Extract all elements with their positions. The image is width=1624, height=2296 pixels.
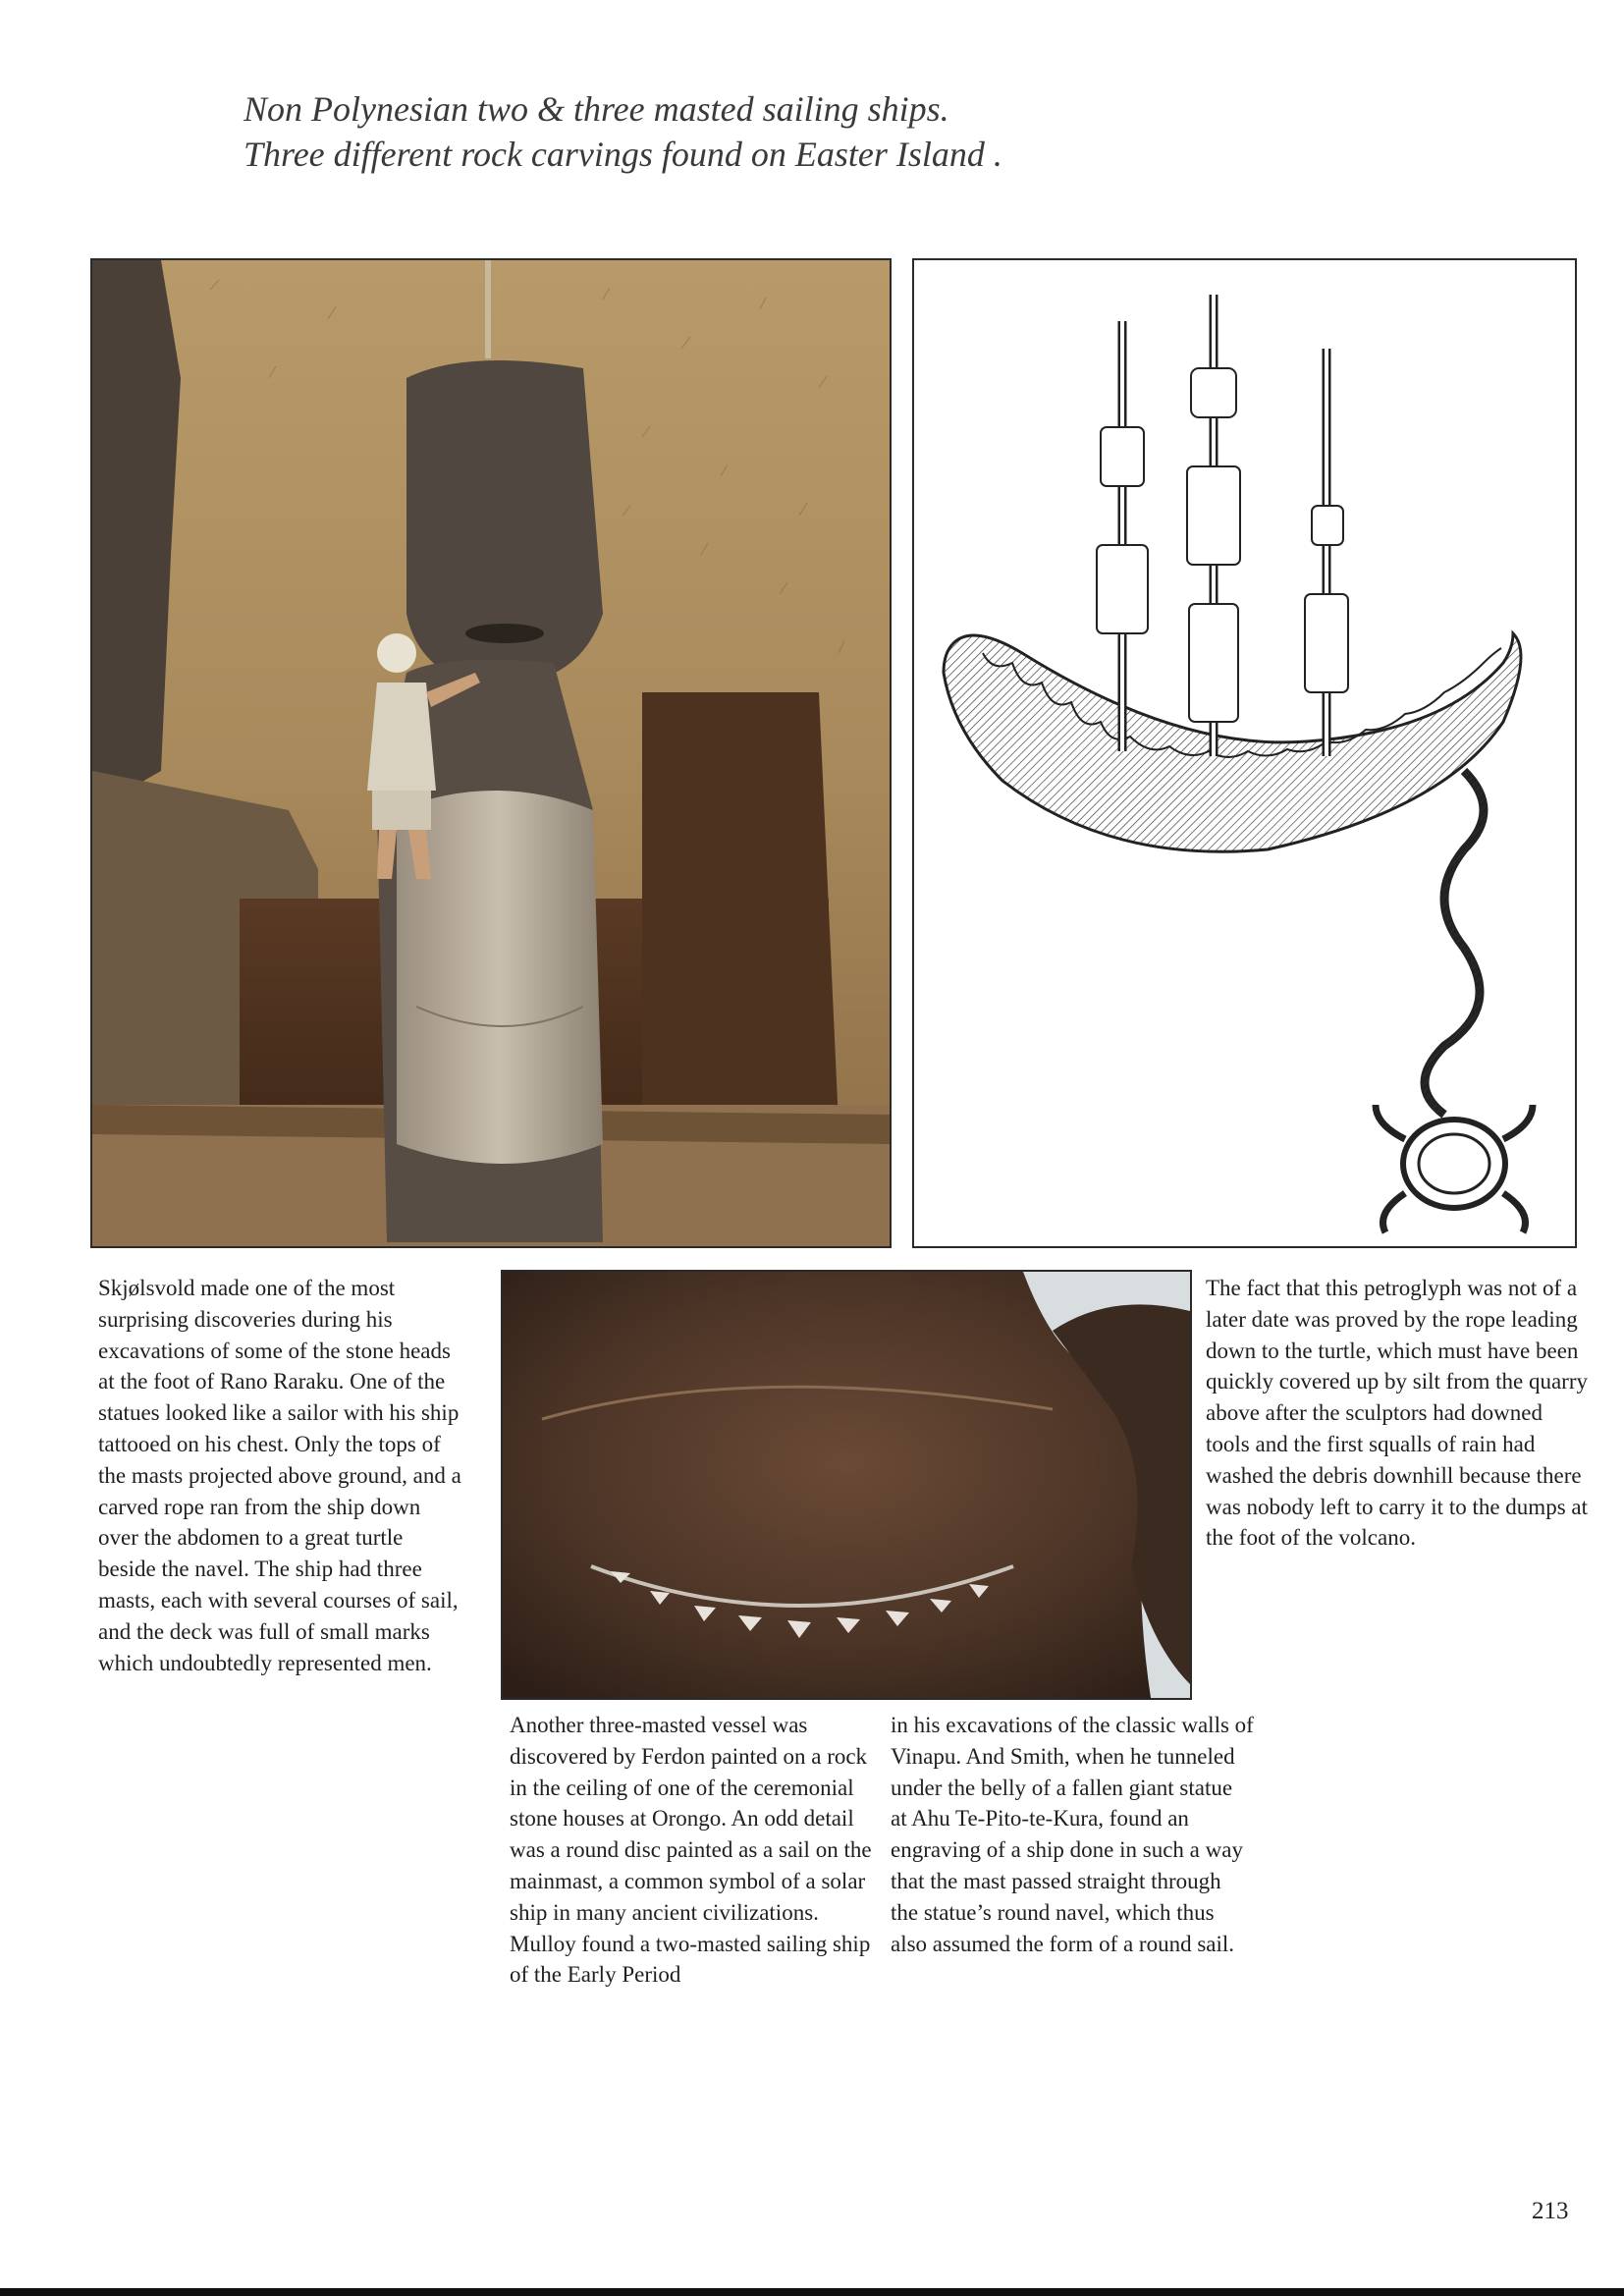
paragraph-vinapu: in his excavations of the classic walls of Vinapu. And Smith, when he tunneled under the belly of a fallen giant statue at Ahu Te-Pito-te-Kura, found an engraving of a ship done in such a way that the mast passed straight through the statue’s round navel, which thus also assumed the form of a round sail. (891, 1713, 1254, 1956)
page-caption (244, 86, 1324, 177)
page-number: 213 (1532, 2198, 1569, 2224)
caption-line-2: Three different rock carvings found on Easter Island . (244, 135, 1002, 174)
ceiling-photo-illustration (503, 1272, 1190, 1698)
paragraph-petroglyph-date: The fact that this petroglyph was not of a later date was proved by the rope leading down to the turtle, which must have been quickly covered up by silt from the quarry above after the sculptors had downed tools and the first squalls of rain had washed the debris downhill because there was nobody left to carry it to the dumps at the foot of the volcano. (1206, 1276, 1589, 1551)
orongo-ceiling-ship-painting-photo (501, 1270, 1192, 1700)
three-masted-ship-petroglyph-drawing (912, 258, 1577, 1248)
paragraph-ferdon: Another three-masted vessel was discovered by Ferdon painted on a rock in the ceiling of one of the ceremonial stone houses at Orongo. An odd detail was a round disc painted as a sail on the mainmast, a common symbol of a solar ship in many ancient civilizations. Mulloy found a two-masted sailing ship of the Early Period (510, 1713, 872, 1988)
body-text-column-2 (510, 1710, 873, 1991)
body-text-column-1 (98, 1273, 461, 1678)
ship-drawing-illustration (914, 260, 1575, 1246)
body-text-column-3 (891, 1710, 1254, 1959)
moai-photo-illustration (92, 260, 890, 1246)
bottom-edge-rule (0, 2288, 1624, 2296)
body-text-column-4 (1206, 1273, 1589, 1554)
paragraph-skjolsvold: Skjølsvold made one of the most surprising discoveries during his excavations of some of the stone heads at the foot of Rano Raraku. One of the statues looked like a sailor with his ship tattooed on his chest. Only the tops of the masts projected above ground, and a carved rope ran from the ship down over the abdomen to a great turtle beside the navel. The ship had three masts, each with several courses of sail, and the deck was full of small marks which undoubtedly represented men. (98, 1276, 461, 1675)
caption-line-1: Non Polynesian two & three masted sailing ships. (244, 89, 949, 129)
moai-excavation-photo (90, 258, 892, 1248)
